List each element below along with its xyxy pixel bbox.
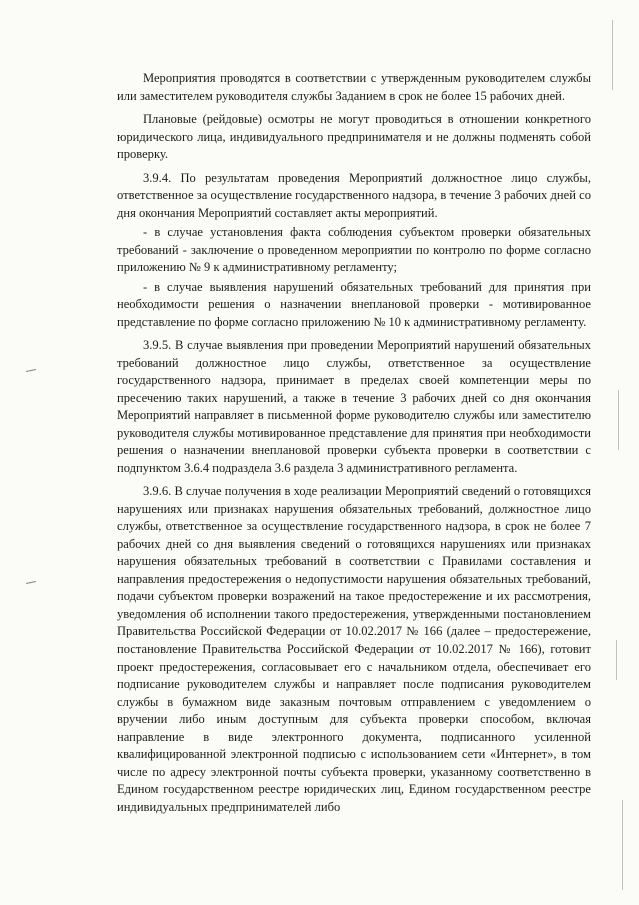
- paragraph-violation-representation: - в случае выявления нарушений обязательных требований для принятия при необходимости решения о назначении внеплановой проверки - мотивированное представление по форме согласно приложению № 10 к административному регламенту.: [117, 279, 591, 329]
- paragraph-compliance-conclusion: - в случае установления факта соблюдения субъектом проверки обязательных требований - заключение о проведенном мероприятии по контролю по форме согласно приложению № 9 к административному регламенту;: [117, 225, 591, 275]
- paragraph-raid-inspections: Плановые (рейдовые) осмотры не могут проводиться в отношении конкретного юридического лица, индивидуального предпринимателя и не должны подменять собой проверку.: [117, 112, 591, 162]
- paragraph-3-9-6: 3.9.6. В случае получения в ходе реализации Мероприятий сведений о готовящихся нарушениях или признаках нарушения обязательных требований, должностное лицо службы, ответственное за осуществление государственного надзора, в срок не более 7 рабочих дней со дня выявления сведений о готовящихся нарушениях или признаках нарушения обязательных требований в соответствии с Правилами составления и направления предостережения о недопустимости нарушения обязательных требований, подачи субъектом проверки возражений на такое предостережение и их рассмотрения, уведомления об исполнении такого предостережения, утвержденными постановлением Правительства Российской Федерации от 10.02.2017 № 166 (далее – предостережение, постановление Правительства Российской Федерации от 10.02.2017 № 166), готовит проект предостережения, согласовывает его с начальником отдела, обеспечивает его подписание руководителем службы и направляет после подписания руководителем службы в бумажном виде заказным почтовым отправлением с уведомлением о вручении либо иным доступным для субъекта проверки способом, включая направление в виде электронного документа, подписанного усиленной квалифицированной электронной подписью с использованием сети «Интернет», в том числе по адресу электронной почты субъекта проверки, указанному соответственно в Едином государственном реестре юридических лиц, Едином государственном реестре индивидуальных предпринимателей либо: [117, 484, 591, 814]
- scan-edge-artifact: [616, 640, 617, 680]
- paragraph-3-9-4: 3.9.4. По результатам проведения Мероприятий должностное лицо службы, ответственное за осуществление государственного надзора, в течение 3 рабочих дней со дня окончания Мероприятий составляет акты мероприятий.: [117, 170, 591, 220]
- paragraph-deadline: Мероприятия проводятся в соответствии с утвержденным руководителем службы или заместителем руководителя службы Заданием в срок не более 15 рабочих дней.: [117, 71, 591, 103]
- scan-edge-artifact: [612, 20, 613, 90]
- scan-edge-artifact: [618, 390, 619, 450]
- scan-edge-artifact: [622, 800, 623, 890]
- paragraph-3-9-5: 3.9.5. В случае выявления при проведении Мероприятий нарушений обязательных требований должностное лицо службы, ответственное за осуществление государственного надзора, принимает в пределах своей компетенции меры по пресечению таких нарушений, а также в течение 3 рабочих дней со дня окончания Мероприятий направляет в письменной форме руководителю службы или заместителю руководителя службы мотивированное представление для принятия при необходимости решения о назначении внеплановой проверки субъекта проверки в соответствии с подпунктом 3.6.4 подраздела 3.6 раздела 3 административного регламента.: [117, 338, 591, 475]
- document-body: [117, 70, 591, 816]
- scan-margin-mark: [26, 581, 36, 584]
- scan-margin-mark: [26, 369, 36, 372]
